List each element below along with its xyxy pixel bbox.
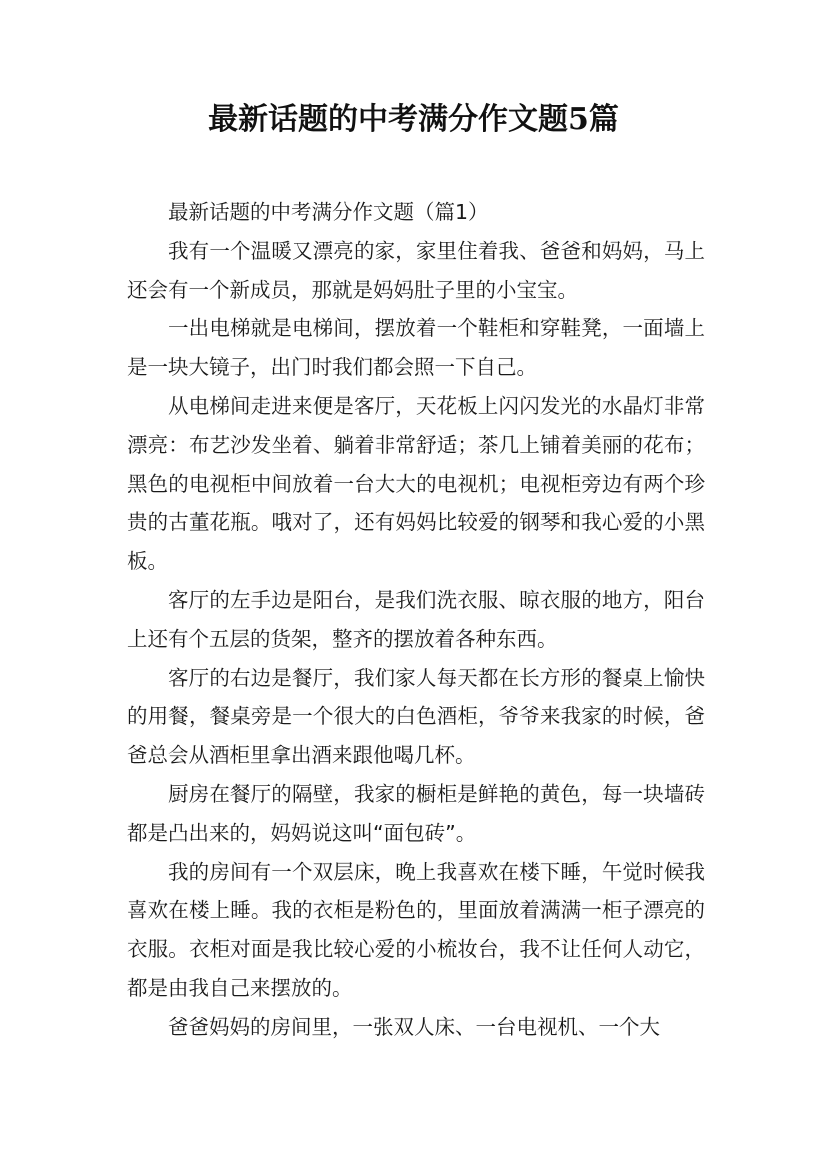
section-heading: 最新话题的中考满分作文题（篇1） (168, 200, 489, 224)
paragraph-2: 一出电梯就是电梯间，摆放着一个鞋柜和穿鞋凳，一面墙上是一块大镜子，出门时我们都会照一下自己。 (127, 316, 705, 380)
paragraph-1: 我有一个温暖又漂亮的家，家里住着我、爸爸和妈妈，马上还会有一个新成员，那就是妈妈肚子里的小宝宝。 (127, 238, 705, 302)
paragraph-4: 客厅的左手边是阳台，是我们洗衣服、晾衣服的地方，阳台上还有个五层的货架，整齐的摆放着各种东西。 (127, 587, 705, 651)
document-title: 最新话题的中考满分作文题5篇 (208, 102, 619, 137)
paragraph-5: 客厅的右边是餐厅，我们家人每天都在长方形的餐桌上愉快的用餐，餐桌旁是一个很大的白色酒柜，爷爷来我家的时候，爸爸总会从酒柜里拿出酒来跟他喝几杯。 (127, 665, 705, 768)
document-body (127, 193, 705, 1047)
paragraph-6: 厨房在餐厅的隔壁，我家的橱柜是鲜艳的黄色，每一块墙砖都是凸出来的，妈妈说这叫“面包砖”。 (127, 781, 705, 845)
paragraph-7: 我的房间有一个双层床，晚上我喜欢在楼下睡，午觉时候我喜欢在楼上睡。我的衣柜是粉色的，里面放着满满一柜子漂亮的衣服。衣柜对面是我比较心爱的小梳妆台，我不让任何人动它，都是由我自己来摆放的。 (127, 859, 705, 1000)
paragraph-8: 爸爸妈妈的房间里，一张双人床、一台电视机、一个大 (168, 1014, 660, 1039)
paragraph-3: 从电梯间走进来便是客厅，天花板上闪闪发光的水晶灯非常漂亮：布艺沙发坐着、躺着非常舒适；茶几上铺着美丽的花布；黑色的电视柜中间放着一台大大的电视机；电视柜旁边有两个珍贵的古董花瓶。哦对了，还有妈妈比较爱的钢琴和我心爱的小黑板。 (127, 393, 705, 574)
